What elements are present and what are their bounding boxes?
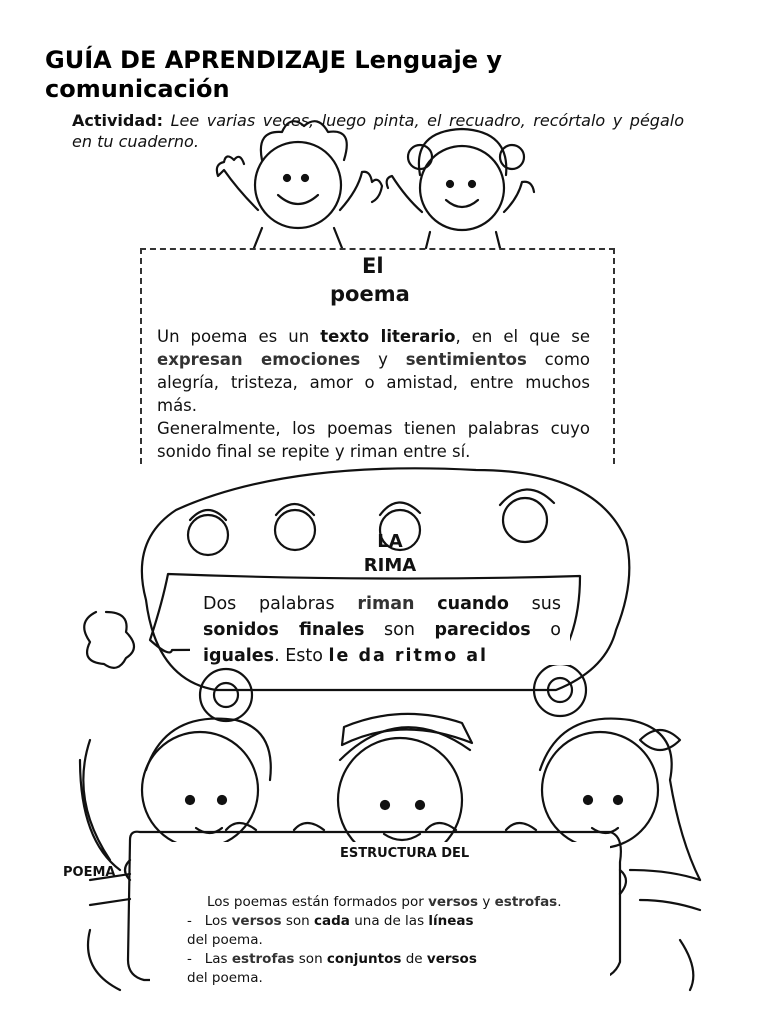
rhyme-heading-line1: LA — [377, 531, 403, 552]
poem-paragraph-1: Un poema es un texto literario, en el que se expresan emociones y sentimientos como alegría, tristeza, amor o amistad, entre muchos más. — [157, 327, 590, 415]
structure-heading-poema: POEMA — [63, 865, 116, 880]
structure-definition — [187, 893, 617, 988]
poem-definition — [157, 325, 590, 463]
poem-paragraph-2: Generalmente, los poemas tienen palabras cuyo sonido final se repite y riman entre sí. — [157, 419, 590, 461]
structure-item-stanzas: - Las estrofas son conjuntos de versos — [187, 951, 477, 967]
kid-illustration-left — [217, 121, 382, 248]
kid-illustration-right — [387, 129, 534, 248]
structure-item-verses: - Los versos son cada una de las líneas — [187, 913, 474, 929]
structure-item-verses-cont: del poema. — [187, 932, 263, 948]
activity-label: Actividad: — [72, 111, 164, 130]
structure-intro: Los poemas están formados por versos y estrofas. — [207, 894, 562, 910]
rhyme-definition: Dos palabras riman cuando sus sonidos finales son parecidos o iguales. Esto le da ritmo al — [203, 594, 561, 666]
poem-heading-line2: poema — [330, 282, 410, 306]
poem-heading — [300, 252, 450, 308]
structure-heading: ESTRUCTURA DEL — [340, 846, 470, 861]
structure-item-stanzas-cont: del poema. — [187, 970, 263, 986]
activity-text: Lee varias veces, luego pinta, el recuadro, recórtalo y pégalo en tu cuaderno. — [72, 111, 685, 151]
rhyme-heading-line2: RIMA — [363, 555, 417, 576]
poem-heading-line1: El — [362, 254, 384, 278]
rhyme-heading — [345, 530, 435, 578]
page-title: GUÍA DE APRENDIZAJE Lenguaje y comunicación — [45, 46, 502, 103]
